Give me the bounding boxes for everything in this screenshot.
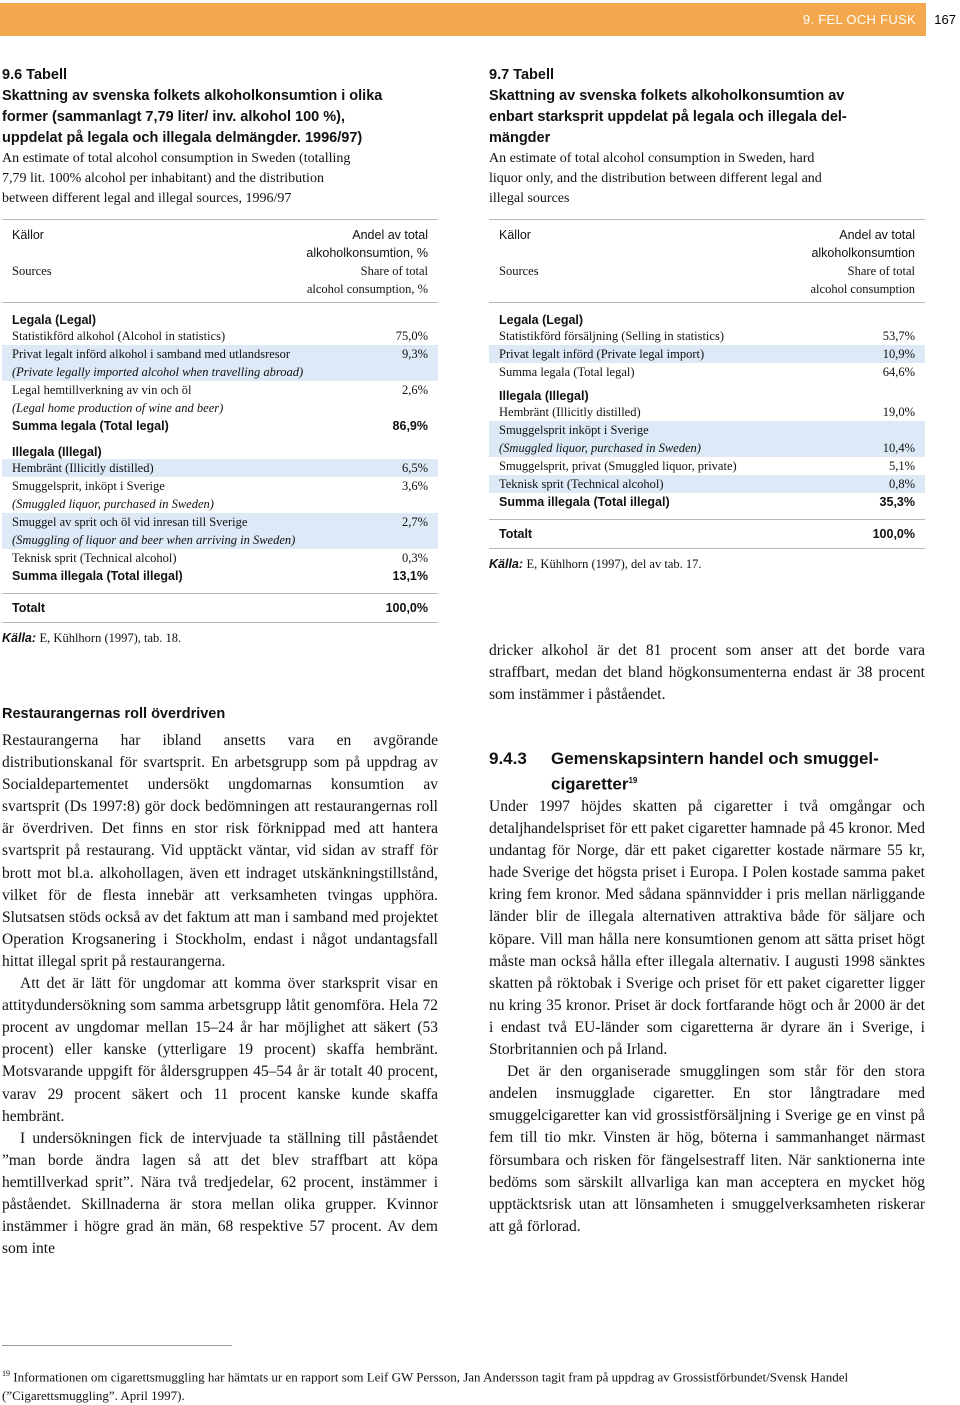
paragraph: I undersökningen fick de intervjuade ta ställning till påståendet ”man borde ändra lagen så att det blev straffbart att köpa hemtillverkad sprit”. Nära två tredjedelar, 62 procent, instämmer i påståendet. Skillnaderna är stora mellan olika grupper. Kvinnor instämmer i högre grad än män, 68 respektive 57 procent. Av dem som inte [2,1129,438,1258]
table-rule [2,622,438,623]
table-row: Smuggelsprit, inköpt i Sverige 3,6% [12,479,428,493]
table-title-line: enbart starksprit uppdelat på legala och illegala del- [489,109,847,125]
table-row: Legal hemtillverkning av vin och öl 2,6% [12,383,428,397]
table-header [489,220,925,302]
table-row-total: Summa legala (Total legal) 86,9% [12,419,428,433]
table-title-line: former (sammanlagt 7,79 liter/ inv. alkohol 100 %), [2,109,346,125]
section-heading: Legala (Legal) [499,313,584,327]
table-title-line: uppdelat på legala och illegala delmängder. 1996/97) [2,130,363,146]
table-row-grand-total: Totalt 100,0% [499,527,915,541]
chapter-title: 9. FEL OCH FUSK [802,12,916,27]
col-header-share-en: Share of total [847,264,915,278]
paragraph: Att det är lätt för ungdomar att komma över starksprit visar en attitydundersökning som samma arbetsgrupp låtit genomföra. Hela 72 procent av ungdomar mellan 15–24 år har möjlighet att säkert (53 procent) eller kanske (ytterligare 19 procent) skaffa hembränt. Motsvarande uppgift för åldersgruppen 45–54 år är totalt 40 procent, varav 29 procent säkert och 11 procent kanske kunde skaffa hembränt. [2,975,438,1125]
table-title-line: mängder [489,130,551,146]
col-header-sources-en: Sources [12,264,52,278]
section-heading: Illegala (Illegal) [499,389,589,403]
footnote-rule [2,1345,232,1346]
table-9-7 [489,65,925,572]
col-header-share-sv: Andel av total [839,228,915,242]
right-body-text-intro [489,640,925,706]
table-number: 9.6 Tabell [2,67,68,83]
table-row: Statistikförd alkohol (Alcohol in statistics) 75,0% [12,329,428,343]
table-body [2,303,438,585]
table-body [489,303,925,511]
paragraph: dricker alkohol är det 81 procent som anser att det borde vara straffbart, medan det bland högkonsumenterna endast är 38 procent som instämmer i påståendet. [489,642,925,704]
table-title-line: Skattning av svenska folkets alkoholkonsumtion i olika [2,88,383,104]
table-row-grand-total: Totalt 100,0% [12,601,428,615]
table-source: Källa: E, Kühlhorn (1997), tab. 18. [2,631,182,645]
col-header-sources-sv: Källor [499,228,531,242]
section-heading-restaurants: Restaurangernas roll överdriven [2,706,226,722]
heading-number: 9.4.3 [489,749,527,768]
paragraph: Restaurangerna har ibland ansetts vara en avgörande distributionskanal för svartsprit. En arbetsgrupp som på uppdrag av Socialdepartementet undersökt ungdomarnas konsumtion av svartsprit (Ds 1997:8) gör dock bedömningen att restaurangernas roll är överdriven. Det finns en stor risk förknippad med att hantera svartsprit på restaurang. Vid upptäckt väntar, vid sidan av straff för brott mot bl.a. alkohollagen, även ett indraget utskänkningstillstånd, vilket för de flesta innebär att verksamheten tvingas upphöra. Slutsatsen stöds också av det faktum att man i samband med projektet Operation Krogsanering i Stockholm, endast i något undantagsfall hittat illegal sprit på restaurangerna. [2,732,438,970]
col-header-share-en: alcohol consumption [810,282,915,296]
col-header-share-en: alcohol consumption, % [306,282,428,296]
table-subtitle-line: An estimate of total alcohol consumption in Sweden, hard [489,151,815,166]
table-row-total: Summa illegala (Total illegal) 35,3% [499,495,915,509]
table-row: Privat legalt införd (Private legal import) 10,9% [489,345,925,363]
table-9-6 [2,65,438,646]
col-header-sources-en: Sources [499,264,539,278]
paragraph: Det är den organiserade smugglingen som står för den stora andelen insmugglade cigaretter. En stor långtradare med smuggelcigaretter kan vid grossistförsäljning i Sverige ge en vinst på fem till tio mkr. Vinsten är hög, böterna i sammanhanget närmast försumbara och risken för fängelsestraff liten. När sanktionerna inte bedöms som särskilt allvarliga kan man acceptera en mycket hög upptäcktsrisk utan att lönsamheten i smuggelverksamheten riskerar att gå förlorad. [489,1063,925,1235]
col-header-share-sv: Andel av total [352,228,428,242]
table-row: Teknisk sprit (Technical alcohol) 0,8% [489,475,925,493]
table-row: Statistikförd försäljning (Selling in statistics) 53,7% [499,329,915,343]
table-row: Hembränt (Illicitly distilled) 6,5% [2,459,438,477]
table-row-sub: (Smuggled liquor, purchased in Sweden) [12,497,214,511]
table-subtitle-line: 7,79 lit. 100% alcohol per inhabitant) and the distribution [2,171,324,186]
footnote-ref: 19 [628,776,638,785]
col-header-sources-sv: Källor [12,228,44,242]
left-body-text [2,730,438,1260]
table-source: Källa: E, Kühlhorn (1997), del av tab. 17. [489,557,702,571]
table-subtitle-line: liquor only, and the distribution between different legal and [489,171,822,186]
table-header [2,220,438,302]
table-number: 9.7 Tabell [489,67,555,83]
right-body-text [489,796,925,1238]
table-row: Summa legala (Total legal) 64,6% [499,365,915,379]
table-title-line: Skattning av svenska folkets alkoholkonsumtion av [489,88,845,104]
table-row: Privat legalt införd alkohol i samband med utlandsresor 9,3% (Private legally imported alcohol when travelling abroad) [2,345,438,381]
header-band [0,3,926,36]
running-header [0,3,960,36]
section-heading: Illegala (Illegal) [12,445,102,459]
table-row: Smuggelsprit, privat (Smuggled liquor, private) 5,1% [499,459,915,473]
footnote-number: 19 [2,1369,10,1378]
table-row-sub: (Legal home production of wine and beer) [12,401,224,415]
table-subtitle-line: illegal sources [489,191,570,206]
page-number: 167 [934,12,956,27]
table-row: Teknisk sprit (Technical alcohol) 0,3% [12,551,428,565]
table-row: Smuggelsprit inköpt i Sverige (Smuggled liquor, purchased in Sweden) 10,4% [489,421,925,457]
table-rule [489,548,925,549]
heading-text: cigaretter [551,774,629,794]
col-header-share-en: Share of total [360,264,428,278]
section-heading-cigarettes [489,748,929,796]
table-row: Hembränt (Illicitly distilled) 19,0% [499,405,915,419]
section-heading: Legala (Legal) [12,313,97,327]
table-row: Smuggel av sprit och öl vid inresan till Sverige 2,7% (Smuggling of liquor and beer when arriving in Sweden) [2,513,438,549]
col-header-share-sv: alkoholkonsumtion [811,246,915,260]
table-subtitle-line: between different legal and illegal sources, 1996/97 [2,191,292,206]
table-row-total: Summa illegala (Total illegal) 13,1% [12,569,428,583]
col-header-share-sv: alkoholkonsumtion, % [306,246,428,260]
table-subtitle-line: An estimate of total alcohol consumption in Sweden (totalling [2,151,351,166]
footnote-text: Informationen om cigarettsmuggling har hämtats ur en rapport som Leif GW Persson, Jan Andersson tagit fram på uppdrag av Grossistförbundet/Svensk Handel (”Cigarettsmuggling”. April 1997). [2,1369,849,1404]
heading-text: Gemenskapsintern handel och smuggel- [551,749,879,768]
footnote [2,1364,922,1405]
paragraph: Under 1997 höjdes skatten på cigaretter i två omgångar och detaljhandelspriset för ett paket cigaretter hamnade på 45 kronor. Med undantag för Norge, där ett paket cigaretter kostade närmare 55 kr, hade Sverige det högsta priset i Europa. I Polen kostade samma paket kring fem kronor. Med sådana spännvidder i pris mellan närliggande länder blir de illegala alternativen attraktiva både för säljare och köpare. Vill man hålla nere konsumtionen genom att sätta priset högt måste man också hålla efter illegala alternativ. I augusti 1998 sänktes skatten på röktobak i Sverige och priset för ett paket cigaretter ligger nu kring 35 kronor. Priset är dock fortfarande högt och år 2000 är det i endast två EU-länder som cigaretterna är dyrare än i Sverige, i Storbritannien och på Irland. [489,798,925,1059]
